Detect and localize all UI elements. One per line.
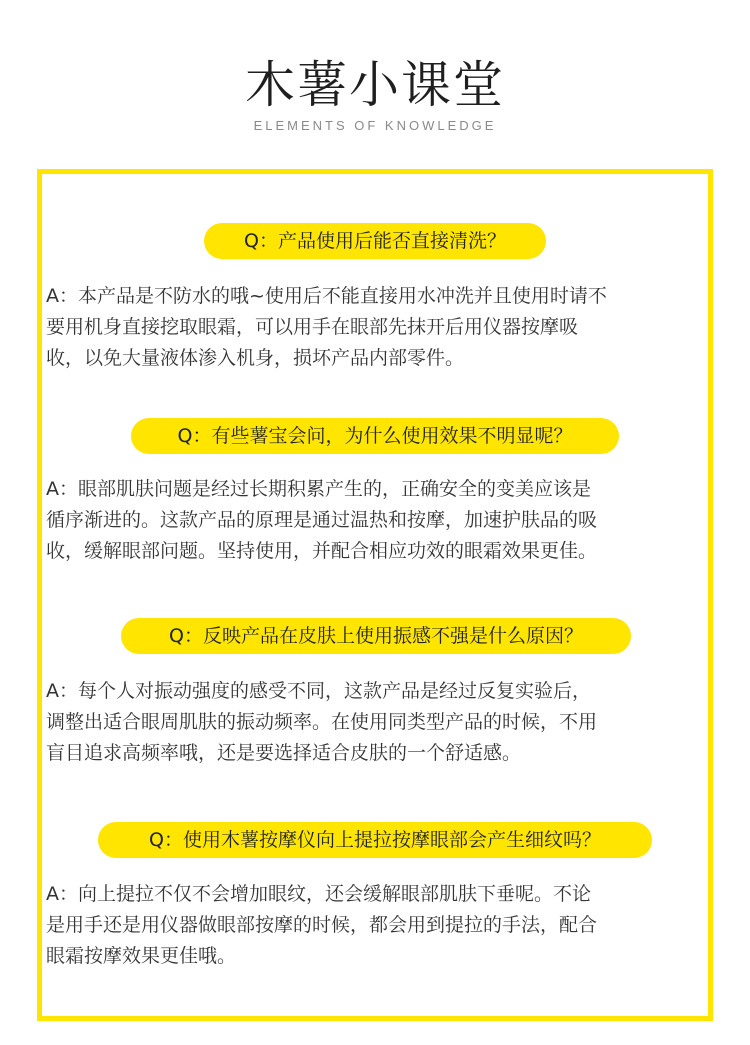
faq-answer (46, 474, 710, 567)
answer-line: A：每个人对振动强度的感受不同，这款产品是经过反复实验后， (46, 680, 591, 702)
answer-line: 要用机身直接挖取眼霜，可以用手在眼部先抹开后用仪器按摩吸 (46, 316, 579, 338)
answer-line: 是用手还是用仪器做眼部按摩的时候，都会用到提拉的手法，配合 (46, 914, 598, 936)
answer-line: A：眼部肌肤问题是经过长期积累产生的，正确安全的变美应该是 (46, 478, 591, 500)
answer-line: A：本产品是不防水的哦~使用后不能直接用水冲洗并且使用时请不 (46, 285, 607, 307)
faq-answer (46, 281, 710, 374)
answer-line: 循序渐进的。这款产品的原理是通过温热和按摩，加速护肤品的吸 (46, 509, 598, 531)
faq-question: Q：使用木薯按摩仪向上提拉按摩眼部会产生细纹吗？ (98, 822, 652, 858)
answer-line: 盲目追求高频率哦，还是要选择适合皮肤的一个舒适感。 (46, 742, 522, 764)
page-title: 木薯小课堂 (245, 56, 505, 114)
answer-line: 收，以免大量液体渗入机身，损坏产品内部零件。 (46, 347, 465, 369)
faq-answer (46, 676, 710, 769)
answer-line: 收，缓解眼部问题。坚持使用，并配合相应功效的眼霜效果更佳。 (46, 540, 598, 562)
page-subtitle: ELEMENTS OF KNOWLEDGE (253, 118, 497, 133)
answer-line: A：向上提拉不仅不会增加眼纹，还会缓解眼部肌肤下垂呢。不论 (46, 883, 591, 905)
answer-line: 调整出适合眼周肌肤的振动频率。在使用同类型产品的时候，不用 (46, 711, 598, 733)
answer-line: 眼霜按摩效果更佳哦。 (46, 945, 237, 967)
faq-question: Q：产品使用后能否直接清洗？ (204, 223, 546, 259)
faq-question: Q：反映产品在皮肤上使用振感不强是什么原因？ (121, 618, 631, 654)
faq-answer (46, 879, 710, 972)
faq-question: Q：有些薯宝会问，为什么使用效果不明显呢？ (131, 418, 619, 454)
